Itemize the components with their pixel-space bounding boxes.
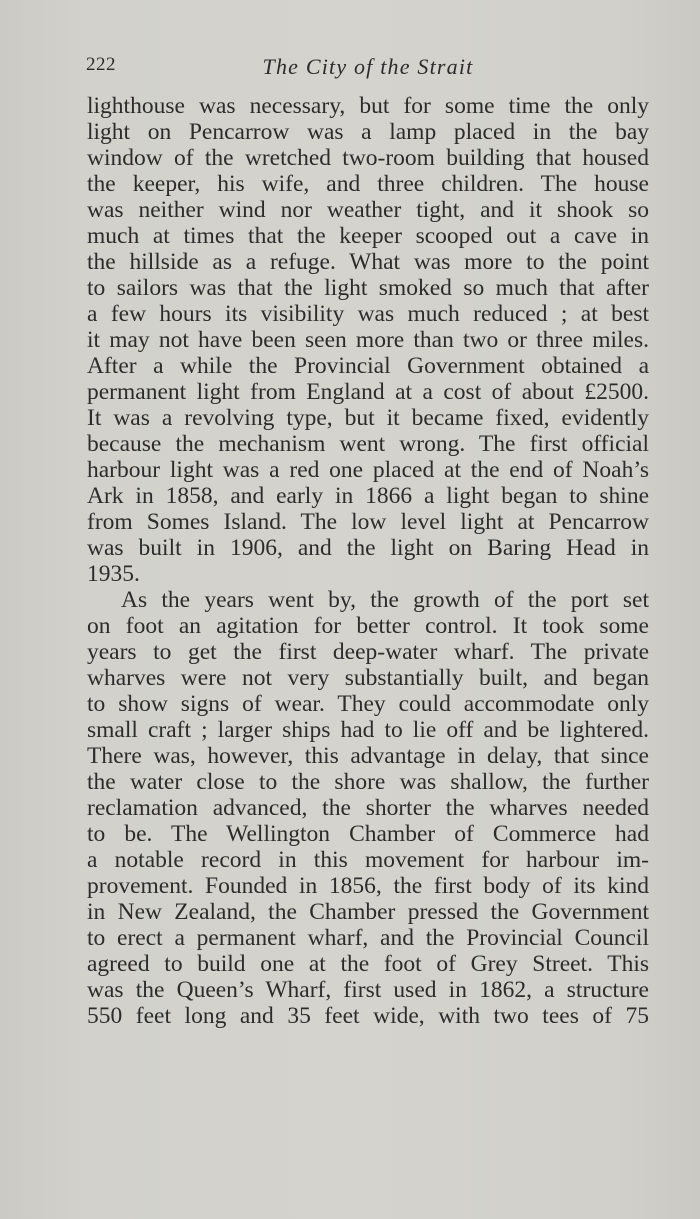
- text-line: was built in 1906, and the light on Baring Head in: [87, 535, 649, 561]
- book-title: The City of the Strait: [262, 54, 474, 79]
- text-line: to erect a permanent wharf, and the Provincial Council: [87, 925, 649, 951]
- text-line: provement. Founded in 1856, the first body of its kind: [87, 873, 649, 899]
- text-line: to be. The Wellington Chamber of Commerce had: [87, 821, 649, 847]
- text-line: agreed to build one at the foot of Grey Street. This: [87, 951, 649, 977]
- text-line: small craft ; larger ships had to lie off and be lightered.: [87, 717, 649, 743]
- text-line: the water close to the shore was shallow, the further: [87, 769, 649, 795]
- text-line: much at times that the keeper scooped out a cave in: [87, 223, 649, 249]
- text-line: a notable record in this movement for harbour im-: [87, 847, 649, 873]
- text-line: light on Pencarrow was a lamp placed in the bay: [87, 119, 649, 145]
- text-line: lighthouse was necessary, but for some time the only: [87, 93, 649, 119]
- text-line: 1935.: [87, 561, 140, 587]
- text-line: was the Queen’s Wharf, first used in 1862, a structure: [87, 977, 649, 1003]
- text-line: from Somes Island. The low level light at Pencarrow: [87, 509, 649, 535]
- text-line: years to get the first deep-water wharf. The private: [87, 639, 649, 665]
- text-line: to sailors was that the light smoked so much that after: [87, 275, 649, 301]
- text-line: reclamation advanced, the shorter the wharves needed: [87, 795, 649, 821]
- text-line: in New Zealand, the Chamber pressed the Government: [87, 899, 649, 925]
- text-line: on foot an agitation for better control. It took some: [87, 613, 649, 639]
- text-line: 550 feet long and 35 feet wide, with two tees of 75: [87, 1003, 649, 1029]
- text-line: harbour light was a red one placed at the end of Noah’s: [87, 457, 649, 483]
- text-line: the hillside as a refuge. What was more to the point: [87, 249, 649, 275]
- text-line: After a while the Provincial Government obtained a: [87, 353, 649, 379]
- text-line: it may not have been seen more than two or three miles.: [87, 327, 649, 353]
- paragraph-first-line: As the years went by, the growth of the port set: [121, 587, 649, 613]
- body-text: [87, 93, 649, 1029]
- text-line: Ark in 1858, and early in 1866 a light began to shine: [87, 483, 649, 509]
- text-line: because the mechanism went wrong. The first official: [87, 431, 649, 457]
- text-line: wharves were not very substantially built, and began: [87, 665, 649, 691]
- text-line: the keeper, his wife, and three children. The house: [87, 171, 649, 197]
- text-line: window of the wretched two-room building that housed: [87, 145, 649, 171]
- text-line: permanent light from England at a cost of about £2500.: [87, 379, 649, 405]
- text-line: was neither wind nor weather tight, and it shook so: [87, 197, 649, 223]
- text-line: There was, however, this advantage in delay, that since: [87, 743, 649, 769]
- text-line: It was a revolving type, but it became fixed, evidently: [87, 405, 649, 431]
- running-head: [86, 54, 650, 84]
- page-number: 222: [86, 54, 116, 75]
- text-line: a few hours its visibility was much reduced ; at best: [87, 301, 649, 327]
- text-line: to show signs of wear. They could accommodate only: [87, 691, 649, 717]
